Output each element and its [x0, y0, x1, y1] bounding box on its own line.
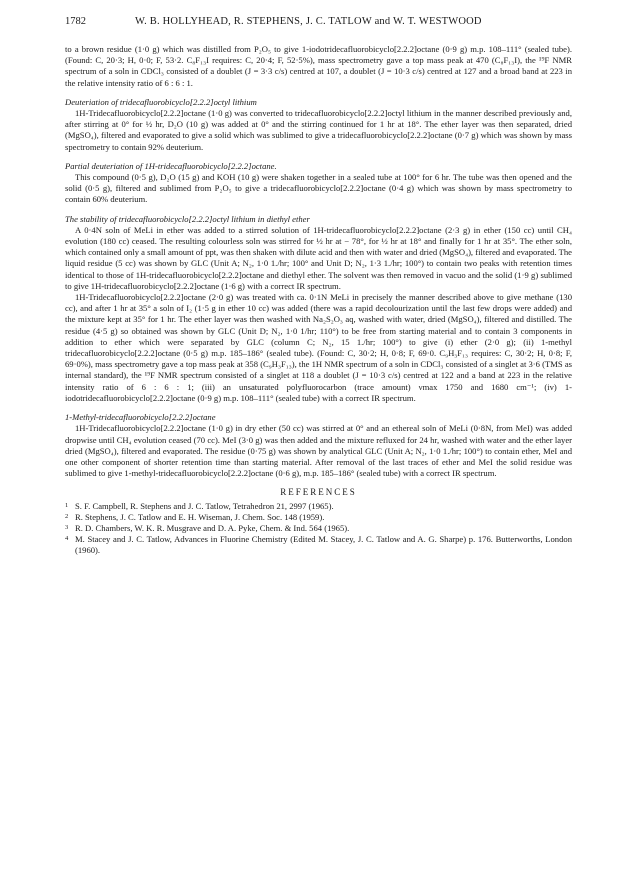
reference-number: 2	[65, 512, 69, 520]
reference-item	[65, 512, 572, 523]
reference-item	[65, 534, 572, 556]
reference-item	[65, 523, 572, 534]
paragraph-iodo-continued: to a brown residue (1·0 g) which was distilled from P₂O₅ to give 1-iodotridecafluorobicyclo[2.2.2]octane (0·9 g) m.p. 108–111° (sealed tube). (Found: C, 20·3; H, 0·0; F, 53·2. C₈F₁₃I requires: C, 20·4; F, 52·5%), mass spectrometry gave a top mass peak at 470 (C₈F₁₃I), the ¹⁹F NMR spectrum of a soln in CDCl₃ consisted of a doublet (J = 3·3 c/s) centred at 107, a doublet (J = 10·3 c/s) centred at 127 and a broad band at 223 in the relative intensity ratio of 6 : 6 : 1.	[65, 44, 572, 88]
section-heading-stability: The stability of tridecafluorobicyclo[2.2.2]octyl lithium in diethyl ether	[65, 213, 310, 224]
section-heading-partial-deuteriation: Partial deuteriation of 1H-tridecafluorobicyclo[2.2.2]octane.	[65, 160, 277, 171]
reference-number: 4	[65, 535, 69, 543]
references-list	[65, 501, 572, 557]
section-heading-methyl: 1-Methyl-tridecafluorobicyclo[2.2.2]octane	[65, 412, 216, 423]
section-heading-deuteriation: Deuteriation of tridecafluorobicyclo[2.2.2]octyl lithium	[65, 96, 257, 107]
reference-text: R. Stephens, J. C. Tatlow and E. H. Wiseman, J. Chem. Soc. 148 (1959).	[75, 511, 325, 522]
references-heading: REFERENCES	[280, 487, 357, 498]
running-header	[65, 16, 575, 27]
reference-item	[65, 501, 572, 512]
reference-number: 3	[65, 523, 69, 531]
paragraph-partial-deuteriation: This compound (0·5 g), D₂O (15 g) and KOH (10 g) were shaken together in a sealed tube at 100° for 6 hr. The tube was then opened and the solid (0·5 g), filtered and sublimed from P₂O₅ to give a tridecafluorobicyclo[2.2.2]octane (0·4 g) which was shown by mass spectrometry to contain 60% deuterium.	[65, 172, 572, 205]
page-number: 1782	[65, 16, 86, 27]
paragraph-stability-2: 1H-Tridecafluorobicyclo[2.2.2]octane (2·0 g) was treated with ca. 0·1N MeLi in precisely the manner described above to give methane (130 cc), and after 1 hr at 35° a soln of I₂ (1·5 g in ether 10 cc) was added (there was a rapid decolourization until the last few drops were added) and the mixture kept at 35° for 1 hr. The ether layer was then washed with Na₂S₂O₃ aq, washed with water, dried (MgSO₄), filtered and distilled. The residue (4·5 g) so obtained was shown by GLC (Unit D; N₂, 1·0 1/hr; 110°) to be free from starting material and to contain 3 components in addition to ether which were separated by GLC (column C; N₂, 15 1./hr; 100°) to give (i) ether (2·0 g); (ii) 1-methyl tridecafluorobicyclo[2.2.2]octane (0·5 g) m.p. 185–186° (sealed tube). (Found: C, 30·2; H, 0·8; F, 69·0. C₉H₃F₁₃ requires: C, 30·2; H, 0·8; F, 69·0%), mass spectrometry gave a top mass peak at 358 (C₉H₃F₁₃), the 1H NMR spectrum of a soln in CDCl₃ consisted of a singlet at 3·6 (TMS as internal standard), the ¹⁹F NMR spectrum consisted of a singlet at 118 a doublet (J = 10·3 c/s) centred at 122 and a band at 223 in the relative intensity ratio of 6 : 6 : 1; (iii) an unsaturated polyfluorocarbon (trace amount) νmax 1750 and 1680 cm⁻¹; (iv) 1-iodotridecafluorobicyclo[2.2.2]octane (0·9 g) m.p. 108–111° (sealed tube) with a correct IR spectrum.	[65, 292, 572, 403]
article-body	[65, 44, 572, 557]
paragraph-stability-1: A 0·4N soln of MeLi in ether was added to a stirred solution of 1H-tridecafluorobicyclo[2.2.2]octane (2·3 g) in ether (150 cc) until CH₄ evolution (180 cc) ceased. The resulting colourless soln was stirred for ½ hr at − 78°, for ½ hr at 18° and finally for 1 hr at 35°. The ether soln, which contained only a small amount of ppt, was then shaken with dilute acid and then with water and dried (MgSO₄), filtered and evaporated. The liquid residue (5 cc) was shown by GLC (Unit A; N₂, 1·0 1./hr; 100° and Unit D; N₂, 1·3 1./hr; 100°) to contain two peaks with retention times identical to those of 1H-tridecafluorobicyclo[2.2.2]octane and diethyl ether. The solvent was then removed in vacuo and the solid (1·9 g) sublimed to give 1H-tridecafluorobicyclo[2.2.2]octane (1·6 g) with a correct IR spectrum.	[65, 224, 572, 291]
paragraph-deuteriation: 1H-Tridecafluorobicyclo[2.2.2]octane (1·0 g) was converted to tridecafluorobicyclo[2.2.2]octyl lithium in the manner described previously and, after stirring at 0° for ½ hr, D₂O (10 g) was added at 0° and the stirring continued for 1 hr at 18°. The ether layer was then separated, dried (MgSO₄), filtered and evaporated to give a solid which was sublimed to give a tridecafluorobicyclo[2.2.2]octane (0·7 g) which was shown by mass spectrometry to contain 92% deuterium.	[65, 108, 572, 152]
reference-number: 1	[65, 501, 69, 509]
reference-text: M. Stacey and J. C. Tatlow, Advances in Fluorine Chemistry (Edited M. Stacey, J. C. Tatlow and A. G. Sharpe) p. 176. Butterworths, London (1960).	[75, 534, 572, 556]
reference-text: S. F. Campbell, R. Stephens and J. C. Tatlow, Tetrahedron 21, 2997 (1965).	[75, 500, 334, 511]
author-line: W. B. HOLLYHEAD, R. STEPHENS, J. C. TATLOW and W. T. WESTWOOD	[135, 16, 482, 27]
paragraph-methyl: 1H-Tridecafluorobicyclo[2.2.2]octane (1·0 g) in dry ether (50 cc) was stirred at 0° and an ethereal soln of MeLi (0·8N, from MeI) was added dropwise until CH₄ evolution ceased (70 cc). MeI (3·0 g) was then added and the mixture refluxed for 24 hr, washed with water and the ether layer dried (MgSO₄), filtered and evaporated. The residue (0·75 g) was shown by analytical GLC (Unit A; N₂, 1·0 1./hr; 100°) to contain ether, MeI and one other component of shorter retention time than starting material. After removal of the last traces of ether and MeI the solid residue was sublimed to give 1-methyl-tridecafluorobicyclo[2.2.2]octane (0·6 g), m.p. 185–186° (sealed tube) with a correct IR spectrum.	[65, 423, 572, 479]
reference-text: R. D. Chambers, W. K. R. Musgrave and D. A. Pyke, Chem. & Ind. 564 (1965).	[75, 522, 350, 533]
